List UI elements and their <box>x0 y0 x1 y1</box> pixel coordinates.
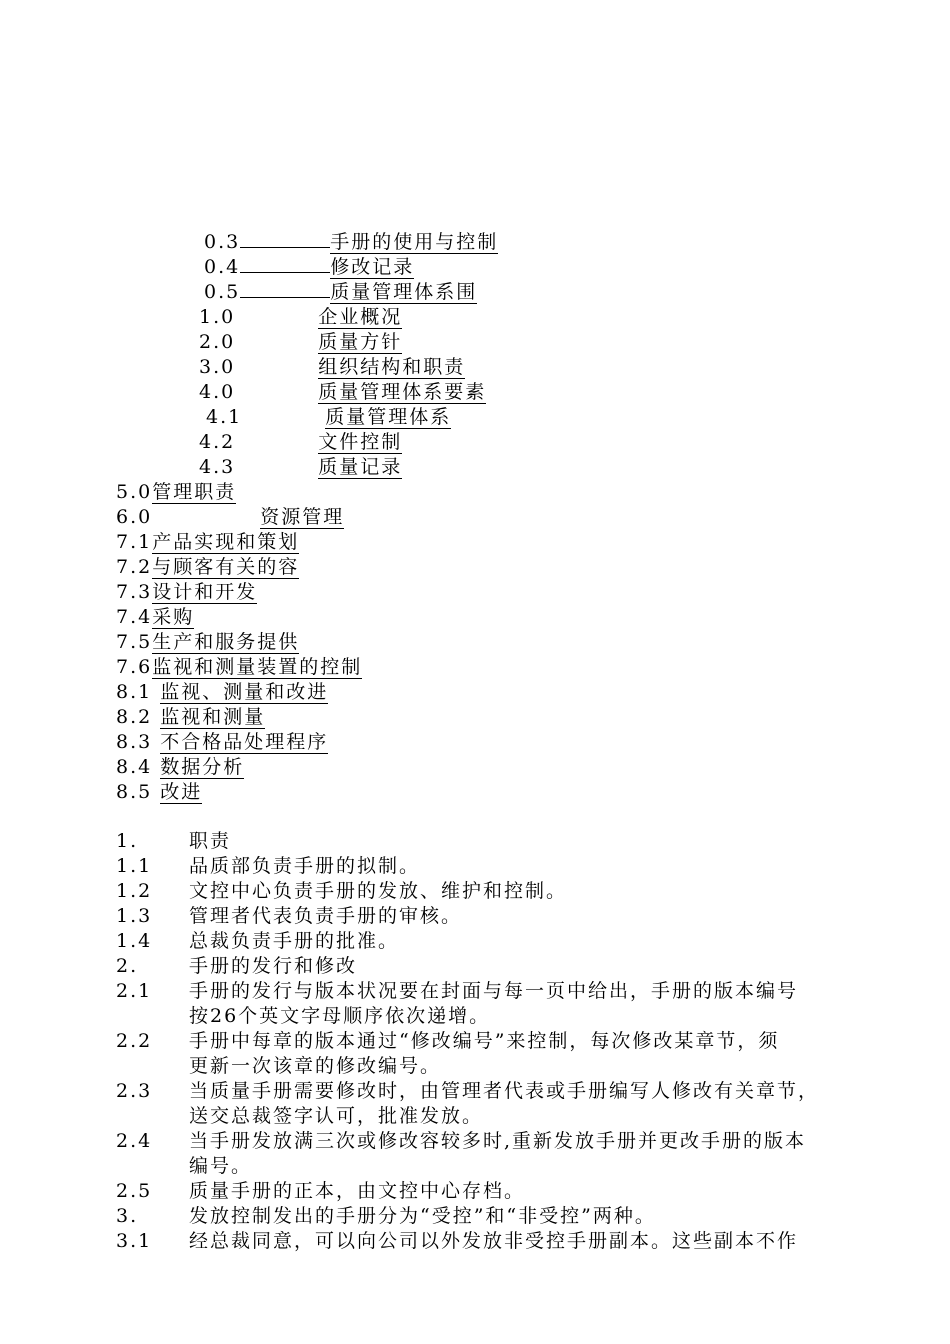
clause-number: 1. <box>116 830 139 852</box>
toc-number: 1.0 <box>199 306 236 328</box>
clause-text-line: 手册的发行与版本状况要在封面与每一页中给出，手册的版本编号 <box>189 980 799 1002</box>
clause-number: 2.5 <box>116 1180 153 1202</box>
clause-number: 2.3 <box>116 1080 153 1102</box>
toc-entry[interactable] <box>116 705 265 730</box>
toc-number: 0.3 <box>204 231 241 253</box>
toc-title[interactable]: 采购 <box>152 606 195 628</box>
clause-number: 1.2 <box>116 880 153 902</box>
clause-item <box>116 1079 896 1129</box>
clause-number: 3.1 <box>116 1230 153 1252</box>
clause-text: 总裁负责手册的批准。 <box>189 930 400 952</box>
toc-title[interactable]: 产品实现和策划 <box>152 531 300 553</box>
toc-entry[interactable] <box>199 455 402 480</box>
clause-text-line: 送交总裁签字认可，批准发放。 <box>189 1105 484 1127</box>
clause-number: 1.3 <box>116 905 153 927</box>
clause-text-line: 更新一次该章的修改编号。 <box>189 1055 442 1077</box>
clause-number: 3. <box>116 1205 139 1227</box>
toc-number: 3.0 <box>199 356 236 378</box>
clause-text: 质量手册的正本，由文控中心存档。 <box>189 1180 526 1202</box>
clause-text-line: 当质量手册需要修改时，由管理者代表或手册编写人修改有关章节， <box>189 1080 820 1102</box>
toc-entry[interactable] <box>116 630 299 655</box>
clause-item <box>116 1229 896 1254</box>
clause-number: 2.4 <box>116 1130 153 1152</box>
clause-number: 2.1 <box>116 980 153 1002</box>
clause-number: 2. <box>116 955 139 977</box>
toc-number: 4.1 <box>206 406 243 428</box>
clause-number: 1.1 <box>116 855 153 877</box>
toc-entry[interactable] <box>116 530 299 555</box>
toc-number: 5.0 <box>116 481 153 503</box>
clause-item <box>116 879 896 904</box>
section-heading <box>116 1204 896 1229</box>
toc-entry[interactable] <box>204 255 414 280</box>
toc-title[interactable]: 手册的使用与控制 <box>330 231 499 253</box>
toc-entry[interactable] <box>116 580 257 605</box>
toc-number: 0.4 <box>204 256 241 278</box>
clause-text: 职责 <box>189 830 232 852</box>
section-heading <box>116 829 896 854</box>
toc-entry[interactable] <box>199 430 402 455</box>
toc-number: 7.1 <box>116 531 153 553</box>
toc-entry[interactable] <box>116 730 328 755</box>
toc-entry[interactable] <box>199 380 486 405</box>
toc-entry[interactable] <box>116 755 244 780</box>
toc-title[interactable]: 质量记录 <box>318 456 403 478</box>
toc-number: 7.5 <box>116 631 153 653</box>
toc-title[interactable]: 数据分析 <box>160 756 245 778</box>
toc-entry[interactable] <box>116 655 362 680</box>
clause-number: 1.4 <box>116 930 153 952</box>
toc-title[interactable]: 管理职责 <box>152 481 237 503</box>
clause-item <box>116 1029 896 1079</box>
toc-title[interactable]: 监视和测量装置的控制 <box>152 656 363 678</box>
clause-item <box>116 929 896 954</box>
toc-number: 8.1 <box>116 681 153 703</box>
toc-number: 8.5 <box>116 781 153 803</box>
toc-entry[interactable] <box>199 355 465 380</box>
toc-number: 6.0 <box>116 506 153 528</box>
toc-entry[interactable] <box>116 555 299 580</box>
clause-item <box>116 904 896 929</box>
toc-title[interactable]: 设计和开发 <box>152 581 258 603</box>
clause-item <box>116 1179 896 1204</box>
toc-title[interactable]: 监视和测量 <box>160 706 266 728</box>
toc-number: 2.0 <box>199 331 236 353</box>
clause-text: 经总裁同意，可以向公司以外发放非受控手册副本。这些副本不作 <box>189 1230 799 1252</box>
toc-number: 7.2 <box>116 556 153 578</box>
section-heading <box>116 954 896 979</box>
clause-text: 管理者代表负责手册的审核。 <box>189 905 463 927</box>
toc-title[interactable]: 与顾客有关的容 <box>152 556 300 578</box>
toc-title[interactable]: 质量管理体系要素 <box>318 381 487 403</box>
toc-title[interactable]: 修改记录 <box>330 256 415 278</box>
clause-item <box>116 979 896 1029</box>
toc-number: 4.0 <box>199 381 236 403</box>
clause-text-line: 按26个英文字母顺序依次递增。 <box>189 1005 491 1027</box>
toc-title[interactable]: 质量管理体系围 <box>330 281 478 303</box>
toc-number: 8.3 <box>116 731 153 753</box>
toc-number: 4.2 <box>199 431 236 453</box>
toc-number: 7.4 <box>116 606 153 628</box>
clause-item <box>116 854 896 879</box>
toc-number: 7.3 <box>116 581 153 603</box>
toc-title[interactable]: 生产和服务提供 <box>152 631 300 653</box>
toc-entry[interactable] <box>199 330 402 355</box>
clause-text-line: 当手册发放满三次或修改容较多时,重新发放手册并更改手册的版本 <box>189 1130 807 1152</box>
toc-number: 7.6 <box>116 656 153 678</box>
toc-title[interactable]: 质量方针 <box>318 331 403 353</box>
toc-number: 0.5 <box>204 281 241 303</box>
toc-entry[interactable] <box>116 605 194 630</box>
clause-text-line: 编号。 <box>189 1155 253 1177</box>
toc-entry[interactable] <box>206 405 451 430</box>
toc-number: 8.2 <box>116 706 153 728</box>
toc-entry[interactable] <box>116 780 202 805</box>
toc-number: 8.4 <box>116 756 153 778</box>
clause-text: 文控中心负责手册的发放、维护和控制。 <box>189 880 568 902</box>
toc-entry[interactable] <box>199 305 402 330</box>
toc-title[interactable]: 组织结构和职责 <box>318 356 466 378</box>
toc-entry[interactable] <box>204 280 477 305</box>
toc-entry[interactable] <box>116 680 328 705</box>
clause-text: 发放控制发出的手册分为“受控”和“非受控”两种。 <box>189 1205 656 1227</box>
toc-number: 4.3 <box>199 456 236 478</box>
toc-title[interactable]: 企业概况 <box>318 306 403 328</box>
toc-title[interactable]: 不合格品处理程序 <box>160 731 329 753</box>
toc-title[interactable]: 监视、测量和改进 <box>160 681 329 703</box>
toc-entry[interactable] <box>116 505 344 530</box>
clause-number: 2.2 <box>116 1030 153 1052</box>
clause-item <box>116 1129 896 1179</box>
toc-entry[interactable] <box>116 480 236 505</box>
toc-entry[interactable] <box>204 230 498 255</box>
toc-title[interactable]: 资源管理 <box>260 506 345 528</box>
toc-title[interactable]: 文件控制 <box>318 431 403 453</box>
clause-text: 品质部负责手册的拟制。 <box>189 855 421 877</box>
clause-text: 手册的发行和修改 <box>189 955 358 977</box>
toc-title[interactable]: 改进 <box>160 781 203 803</box>
toc-title[interactable]: 质量管理体系 <box>325 406 452 428</box>
clause-text-line: 手册中每章的版本通过“修改编号”来控制，每次修改某章节，须 <box>189 1030 780 1052</box>
